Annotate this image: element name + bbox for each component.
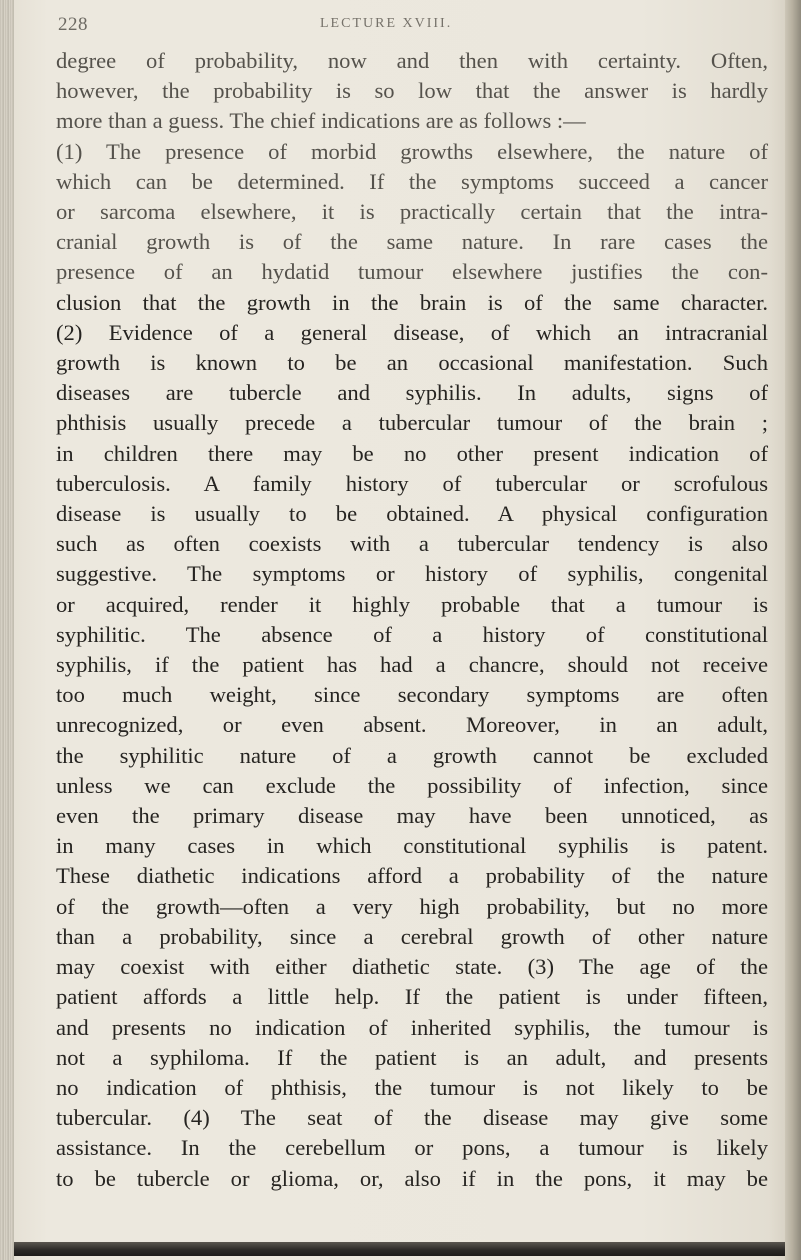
book-spine-shadow: [0, 0, 14, 1260]
text-line: unrecognized, or even absent. Moreover, in an adult,: [56, 712, 768, 738]
text-line: diseases are tubercle and syphilis. In adults, signs of: [56, 380, 768, 406]
running-head: LECTURE XVIII.: [320, 16, 453, 31]
page-header: [58, 14, 758, 38]
text-line: too much weight, since secondary symptoms are often: [56, 682, 768, 708]
text-line: the syphilitic nature of a growth cannot be excluded: [56, 742, 768, 768]
text-line: phthisis usually precede a tubercular tumour of the brain ;: [56, 410, 768, 436]
text-line: patient affords a little help. If the patient is under fifteen,: [56, 984, 768, 1010]
bottom-dark-band: [14, 1242, 785, 1256]
text-line: or acquired, render it highly probable that a tumour is: [56, 591, 768, 617]
text-line: syphilis, if the patient has had a chancre, should not receive: [56, 652, 768, 678]
text-line: even the primary disease may have been unnoticed, as: [56, 803, 768, 829]
text-line: degree of probability, now and then with certainty. Often,: [56, 48, 768, 73]
text-line: These diathetic indications afford a probability of the nature: [56, 863, 768, 889]
page-number: 228: [58, 14, 88, 35]
text-line: tubercular. (4) The seat of the disease may give some: [56, 1105, 768, 1131]
text-line: more than a guess. The chief indications are as follows :—: [56, 108, 586, 134]
text-line: growth is known to be an occasional manifestation. Such: [56, 350, 768, 376]
text-line: and presents no indication of inherited syphilis, the tumour is: [56, 1014, 768, 1040]
text-line: to be tubercle or glioma, or, also if in the pons, it may be: [56, 1165, 768, 1191]
text-line: than a probability, since a cerebral growth of other nature: [56, 923, 768, 949]
text-line: however, the probability is so low that the answer is hardly: [56, 78, 768, 104]
text-line: no indication of phthisis, the tumour is not likely to be: [56, 1074, 768, 1100]
text-line: in many cases in which constitutional syphilis is patent.: [56, 833, 768, 859]
text-line: which can be determined. If the symptoms succeed a cancer: [56, 168, 768, 194]
text-line: in children there may be no other present indication of: [56, 440, 768, 466]
text-line: clusion that the growth in the brain is of the same character.: [56, 289, 768, 315]
text-line: presence of an hydatid tumour elsewhere justifies the con-: [56, 259, 768, 285]
text-line: disease is usually to be obtained. A physical configuration: [56, 501, 768, 527]
text-line: of the growth—often a very high probability, but no more: [56, 893, 768, 919]
text-line: syphilitic. The absence of a history of constitutional: [56, 621, 768, 647]
text-line: not a syphiloma. If the patient is an adult, and presents: [56, 1044, 768, 1070]
text-line: (2) Evidence of a general disease, of which an intracranial: [56, 319, 768, 345]
text-line: such as often coexists with a tubercular tendency is also: [56, 531, 768, 557]
text-line: (1) The presence of morbid growths elsewhere, the nature of: [56, 138, 768, 164]
body-text: [56, 46, 768, 1194]
page-edge-shadow: [785, 0, 801, 1260]
text-line: tuberculosis. A family history of tubercular or scrofulous: [56, 470, 768, 496]
text-line: suggestive. The symptoms or history of syphilis, congenital: [56, 561, 768, 587]
text-line: may coexist with either diathetic state. (3) The age of the: [56, 954, 768, 980]
text-line: or sarcoma elsewhere, it is practically certain that the intra-: [56, 199, 768, 225]
text-line: unless we can exclude the possibility of infection, since: [56, 772, 768, 798]
text-line: cranial growth is of the same nature. In rare cases the: [56, 229, 768, 255]
text-line: assistance. In the cerebellum or pons, a tumour is likely: [56, 1135, 768, 1161]
